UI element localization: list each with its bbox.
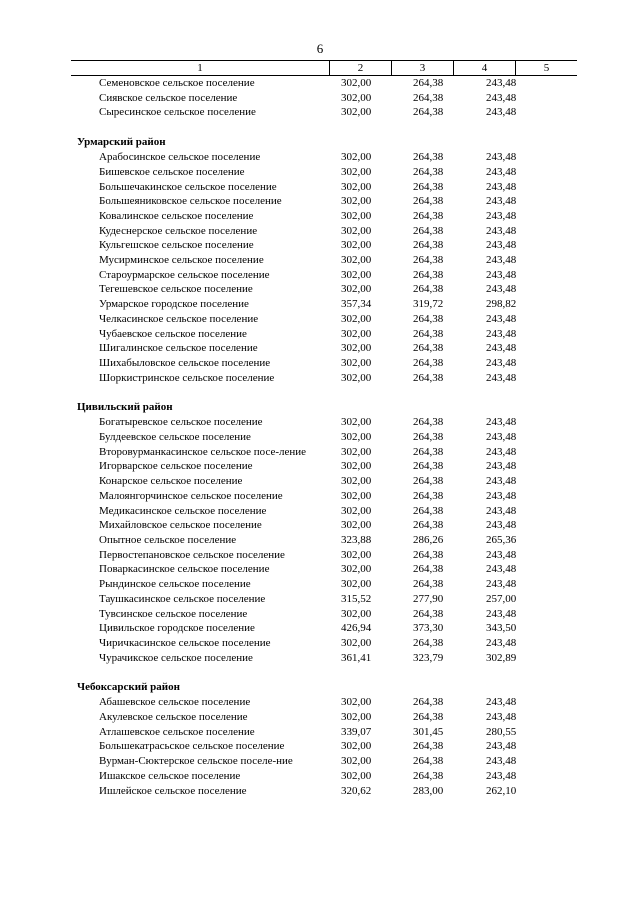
value-col-4: 243,48 (486, 195, 517, 208)
settlement-name: Кульгешское сельское поселение (99, 239, 254, 252)
value-col-2: 302,00 (341, 371, 372, 384)
value-col-5 (547, 150, 608, 165)
value-col-4: 243,48 (486, 548, 517, 561)
value-col-3: 264,38 (413, 636, 444, 649)
settlement-name: Кудеснерское сельское поселение (99, 224, 258, 237)
settlement-name: Чиричкасинское сельское поселение (99, 636, 271, 649)
value-col-3: 264,38 (413, 195, 444, 208)
value-col-2: 302,00 (341, 563, 372, 576)
value-col-5 (547, 165, 608, 180)
value-col-4: 243,48 (486, 578, 517, 591)
value-col-2: 302,00 (341, 504, 372, 517)
value-col-5 (547, 209, 608, 224)
settlement-name: Медикасинское сельское поселение (99, 504, 267, 517)
value-col-5 (547, 592, 608, 607)
value-col-2: 302,00 (341, 740, 372, 753)
table-row (71, 150, 608, 165)
value-col-3: 264,38 (413, 106, 444, 119)
settlement-name: Ишакское сельское поселение (99, 769, 241, 782)
value-col-4: 243,48 (486, 209, 517, 222)
value-col-4: 265,36 (486, 533, 517, 546)
value-col-4: 243,48 (486, 283, 517, 296)
value-col-4: 243,48 (486, 636, 517, 649)
table-row (71, 76, 608, 91)
table-row (71, 769, 608, 784)
value-col-4: 243,48 (486, 416, 517, 429)
value-col-2: 302,00 (341, 195, 372, 208)
settlement-name: Шигалинское сельское поселение (99, 342, 258, 355)
table-row (71, 710, 608, 725)
value-col-4: 243,48 (486, 91, 517, 104)
value-col-4: 302,89 (486, 651, 517, 664)
value-col-2: 302,00 (341, 254, 372, 267)
value-col-3: 373,30 (413, 622, 444, 635)
value-col-2: 320,62 (341, 784, 372, 797)
value-col-5 (547, 180, 608, 195)
value-col-3: 264,38 (413, 578, 444, 591)
table-row (71, 562, 608, 577)
table-row (71, 415, 608, 430)
value-col-3: 264,38 (413, 563, 444, 576)
table-row (71, 268, 608, 283)
value-col-2: 302,00 (341, 239, 372, 252)
settlement-name: Шоркистринское сельское поселение (99, 371, 275, 384)
value-col-5 (547, 224, 608, 239)
value-col-2: 302,00 (341, 696, 372, 709)
value-col-2: 302,00 (341, 209, 372, 222)
table-row (71, 459, 608, 474)
value-col-2: 302,00 (341, 578, 372, 591)
value-col-3: 277,90 (413, 592, 444, 605)
settlement-name: Шихабыловское сельское поселение (99, 356, 271, 369)
value-col-5 (547, 76, 608, 91)
value-col-5 (547, 312, 608, 327)
value-col-4: 243,48 (486, 740, 517, 753)
settlement-name: Рындинское сельское поселение (99, 578, 251, 591)
value-col-4: 243,48 (486, 445, 517, 458)
value-col-3: 264,38 (413, 445, 444, 458)
settlement-name: Абашевское сельское поселение (99, 696, 251, 709)
settlement-name: Мусирминское сельское поселение (99, 254, 264, 267)
value-col-3: 264,38 (413, 239, 444, 252)
value-col-2: 315,52 (341, 592, 372, 605)
value-col-5 (547, 710, 608, 725)
settlement-name: Вурман-Сюктерское сельское поселе-ние (99, 755, 293, 768)
table-row (71, 504, 608, 519)
value-col-5 (547, 430, 608, 445)
settlement-name: Малоянгорчинское сельское поселение (99, 489, 283, 502)
table-row (71, 651, 608, 666)
settlement-name: Таушкасинское сельское поселение (99, 592, 266, 605)
value-col-3: 264,38 (413, 91, 444, 104)
settlement-name: Арабосинское сельское поселение (99, 151, 261, 164)
table-row (71, 445, 608, 460)
value-col-5 (547, 739, 608, 754)
table-row (71, 489, 608, 504)
section-spacer (71, 385, 608, 400)
value-col-4: 243,48 (486, 769, 517, 782)
value-col-3: 264,38 (413, 696, 444, 709)
section-spacer (71, 665, 608, 680)
value-col-4: 298,82 (486, 298, 517, 311)
value-col-4: 257,00 (486, 592, 517, 605)
value-col-4: 243,48 (486, 327, 517, 340)
value-col-5 (547, 607, 608, 622)
tariff-table-body (71, 76, 608, 798)
value-col-4: 243,48 (486, 106, 517, 119)
value-col-2: 302,00 (341, 769, 372, 782)
settlement-name: Конарское сельское поселение (99, 475, 243, 488)
value-col-2: 339,07 (341, 725, 372, 738)
value-col-2: 361,41 (341, 651, 372, 664)
table-row (71, 253, 608, 268)
value-col-4: 343,50 (486, 622, 517, 635)
value-col-5 (547, 754, 608, 769)
table-row (71, 282, 608, 297)
value-col-2: 302,00 (341, 91, 372, 104)
value-col-3: 264,38 (413, 755, 444, 768)
settlement-name: Михайловское сельское поселение (99, 519, 262, 532)
value-col-5 (547, 504, 608, 519)
header-col-2: 2 (330, 61, 392, 76)
table-row (71, 592, 608, 607)
settlement-name: Большеяниковское сельское поселение (99, 195, 282, 208)
page-number: 6 (316, 41, 324, 56)
value-col-5 (547, 105, 608, 120)
table-row (71, 209, 608, 224)
value-col-2: 426,94 (341, 622, 372, 635)
value-col-4: 243,48 (486, 431, 517, 444)
value-col-4: 243,48 (486, 607, 517, 620)
value-col-3: 264,38 (413, 431, 444, 444)
table-row (71, 238, 608, 253)
value-col-5 (547, 327, 608, 342)
value-col-2: 302,00 (341, 356, 372, 369)
value-col-3: 264,38 (413, 180, 444, 193)
value-col-2: 302,00 (341, 151, 372, 164)
value-col-4: 243,48 (486, 504, 517, 517)
settlement-name: Тегешевское сельское поселение (99, 283, 253, 296)
value-col-2: 302,00 (341, 607, 372, 620)
settlement-name: Чурачикское сельское поселение (99, 651, 253, 664)
settlement-name: Семеновское сельское поселение (99, 77, 255, 89)
value-col-4: 243,48 (486, 312, 517, 325)
value-col-3: 264,38 (413, 165, 444, 178)
value-col-3: 264,38 (413, 460, 444, 473)
table-row (71, 180, 608, 195)
settlement-name: Челкасинское сельское поселение (99, 312, 259, 325)
value-col-3: 264,38 (413, 548, 444, 561)
value-col-5 (547, 238, 608, 253)
value-col-4: 280,55 (486, 725, 517, 738)
table-row (71, 518, 608, 533)
value-col-2: 302,00 (341, 342, 372, 355)
value-col-2: 302,00 (341, 416, 372, 429)
value-col-4: 243,48 (486, 165, 517, 178)
table-row (71, 577, 608, 592)
settlement-name: Акулевское сельское поселение (99, 711, 248, 724)
value-col-5 (547, 725, 608, 740)
value-col-4: 243,48 (486, 77, 517, 89)
value-col-5 (547, 282, 608, 297)
value-col-5 (547, 459, 608, 474)
settlement-name: Атлашевское сельское поселение (99, 725, 255, 738)
value-col-2: 302,00 (341, 636, 372, 649)
settlement-name: Ковалинское сельское поселение (99, 209, 254, 222)
value-col-4: 243,48 (486, 489, 517, 502)
value-col-4: 243,48 (486, 254, 517, 267)
value-col-5 (547, 562, 608, 577)
value-col-4: 243,48 (486, 563, 517, 576)
value-col-3: 264,38 (413, 371, 444, 384)
value-col-4: 243,48 (486, 151, 517, 164)
value-col-4: 243,48 (486, 180, 517, 193)
settlement-name: Урмарское городское поселение (99, 298, 249, 311)
settlement-name: Староурмарское сельское поселение (99, 268, 270, 281)
value-col-2: 302,00 (341, 180, 372, 193)
value-col-3: 264,38 (413, 607, 444, 620)
table-row (71, 327, 608, 342)
district-name: Цивильский район (77, 401, 173, 414)
value-col-2: 302,00 (341, 519, 372, 532)
value-col-5 (547, 194, 608, 209)
value-col-4: 243,48 (486, 696, 517, 709)
table-row (71, 621, 608, 636)
value-col-5 (547, 518, 608, 533)
value-col-4: 243,48 (486, 519, 517, 532)
value-col-3: 264,38 (413, 268, 444, 281)
value-col-5 (547, 341, 608, 356)
value-col-3: 264,38 (413, 77, 444, 89)
value-col-2: 302,00 (341, 460, 372, 473)
value-col-3: 264,38 (413, 416, 444, 429)
header-col-3: 3 (392, 61, 454, 76)
section-spacer (71, 120, 608, 135)
value-col-4: 243,48 (486, 460, 517, 473)
value-col-2: 302,00 (341, 755, 372, 768)
settlement-name: Сиявское сельское поселение (99, 91, 238, 104)
value-col-2: 302,00 (341, 224, 372, 237)
settlement-name: Первостепановское сельское поселение (99, 548, 285, 561)
value-col-2: 302,00 (341, 489, 372, 502)
settlement-name: Богатыревское сельское поселение (99, 416, 263, 429)
settlement-name: Опытное сельское поселение (99, 533, 237, 546)
settlement-name: Булдеевское сельское поселение (99, 431, 251, 444)
header-col-4: 4 (454, 61, 516, 76)
value-col-4: 243,48 (486, 224, 517, 237)
table-header (71, 60, 577, 76)
table-row (71, 165, 608, 180)
value-col-3: 286,26 (413, 533, 444, 546)
district-row (71, 680, 608, 695)
table-row (71, 739, 608, 754)
value-col-2: 302,00 (341, 548, 372, 561)
value-col-5 (547, 415, 608, 430)
value-col-3: 264,38 (413, 475, 444, 488)
value-col-2: 302,00 (341, 431, 372, 444)
value-col-5 (547, 621, 608, 636)
value-col-4: 243,48 (486, 239, 517, 252)
value-col-2: 302,00 (341, 327, 372, 340)
value-col-5 (547, 371, 608, 386)
value-col-5 (547, 445, 608, 460)
value-col-5 (547, 769, 608, 784)
settlement-name: Большечакинское сельское поселение (99, 180, 277, 193)
settlement-name: Большекатрасьское сельское поселение (99, 740, 285, 753)
value-col-3: 264,38 (413, 504, 444, 517)
value-col-5 (547, 784, 608, 799)
value-col-2: 323,88 (341, 533, 372, 546)
table-row (71, 312, 608, 327)
value-col-3: 264,38 (413, 327, 444, 340)
value-col-3: 301,45 (413, 725, 444, 738)
settlement-name: Цивильское городское поселение (99, 622, 255, 635)
value-col-3: 264,38 (413, 519, 444, 532)
value-col-3: 264,38 (413, 342, 444, 355)
value-col-2: 302,00 (341, 165, 372, 178)
header-col-1: 1 (71, 61, 330, 76)
district-row (71, 400, 608, 415)
table-row (71, 636, 608, 651)
table-row (71, 725, 608, 740)
value-col-2: 302,00 (341, 77, 372, 89)
settlement-name: Бишевское сельское поселение (99, 165, 245, 178)
header-col-5: 5 (516, 61, 578, 76)
value-col-4: 243,48 (486, 356, 517, 369)
value-col-3: 264,38 (413, 224, 444, 237)
value-col-3: 283,00 (413, 784, 444, 797)
value-col-5 (547, 651, 608, 666)
table-row (71, 754, 608, 769)
value-col-5 (547, 533, 608, 548)
table-row (71, 548, 608, 563)
value-col-2: 302,00 (341, 268, 372, 281)
value-col-5 (547, 695, 608, 710)
table-row (71, 91, 608, 106)
table-row (71, 371, 608, 386)
value-col-4: 243,48 (486, 268, 517, 281)
value-col-2: 302,00 (341, 445, 372, 458)
value-col-4: 243,48 (486, 475, 517, 488)
settlement-name: Поваркасинское сельское поселение (99, 563, 270, 576)
table-row (71, 194, 608, 209)
value-col-2: 302,00 (341, 106, 372, 119)
value-col-5 (547, 548, 608, 563)
table-row (71, 533, 608, 548)
table-row (71, 297, 608, 312)
table-row (71, 695, 608, 710)
settlement-name: Игорварское сельское поселение (99, 460, 253, 473)
value-col-3: 264,38 (413, 740, 444, 753)
value-col-3: 323,79 (413, 651, 444, 664)
settlement-name: Ишлейское сельское поселение (99, 784, 247, 797)
value-col-3: 264,38 (413, 209, 444, 222)
settlement-name: Тувсинское сельское поселение (99, 607, 248, 620)
value-col-3: 319,72 (413, 298, 444, 311)
value-col-5 (547, 253, 608, 268)
district-row (71, 135, 608, 150)
value-col-4: 243,48 (486, 371, 517, 384)
value-col-5 (547, 636, 608, 651)
tariff-table (71, 76, 608, 798)
table-row (71, 356, 608, 371)
value-col-3: 264,38 (413, 283, 444, 296)
table-row (71, 607, 608, 622)
table-row (71, 224, 608, 239)
value-col-3: 264,38 (413, 711, 444, 724)
table-row (71, 784, 608, 799)
district-name: Урмарский район (77, 136, 166, 149)
settlement-name: Сыресинское сельское поселение (99, 106, 256, 119)
value-col-5 (547, 91, 608, 106)
value-col-2: 302,00 (341, 312, 372, 325)
value-col-3: 264,38 (413, 356, 444, 369)
table-row (71, 341, 608, 356)
value-col-5 (547, 577, 608, 592)
table-row (71, 430, 608, 445)
value-col-3: 264,38 (413, 151, 444, 164)
value-col-2: 302,00 (341, 711, 372, 724)
value-col-3: 264,38 (413, 254, 444, 267)
value-col-4: 243,48 (486, 342, 517, 355)
value-col-5 (547, 297, 608, 312)
settlement-name: Чубаевское сельское поселение (99, 327, 247, 340)
table-row (71, 105, 608, 120)
value-col-5 (547, 268, 608, 283)
value-col-4: 243,48 (486, 755, 517, 768)
value-col-5 (547, 489, 608, 504)
value-col-5 (547, 356, 608, 371)
district-name: Чебоксарский район (77, 681, 180, 694)
value-col-3: 264,38 (413, 312, 444, 325)
value-col-4: 262,10 (486, 784, 517, 797)
table-row (71, 474, 608, 489)
value-col-3: 264,38 (413, 489, 444, 502)
value-col-2: 357,34 (341, 298, 372, 311)
value-col-2: 302,00 (341, 283, 372, 296)
value-col-5 (547, 474, 608, 489)
value-col-2: 302,00 (341, 475, 372, 488)
settlement-name: Второвурманкасинское сельское посе-ление (99, 445, 307, 458)
value-col-4: 243,48 (486, 711, 517, 724)
value-col-3: 264,38 (413, 769, 444, 782)
